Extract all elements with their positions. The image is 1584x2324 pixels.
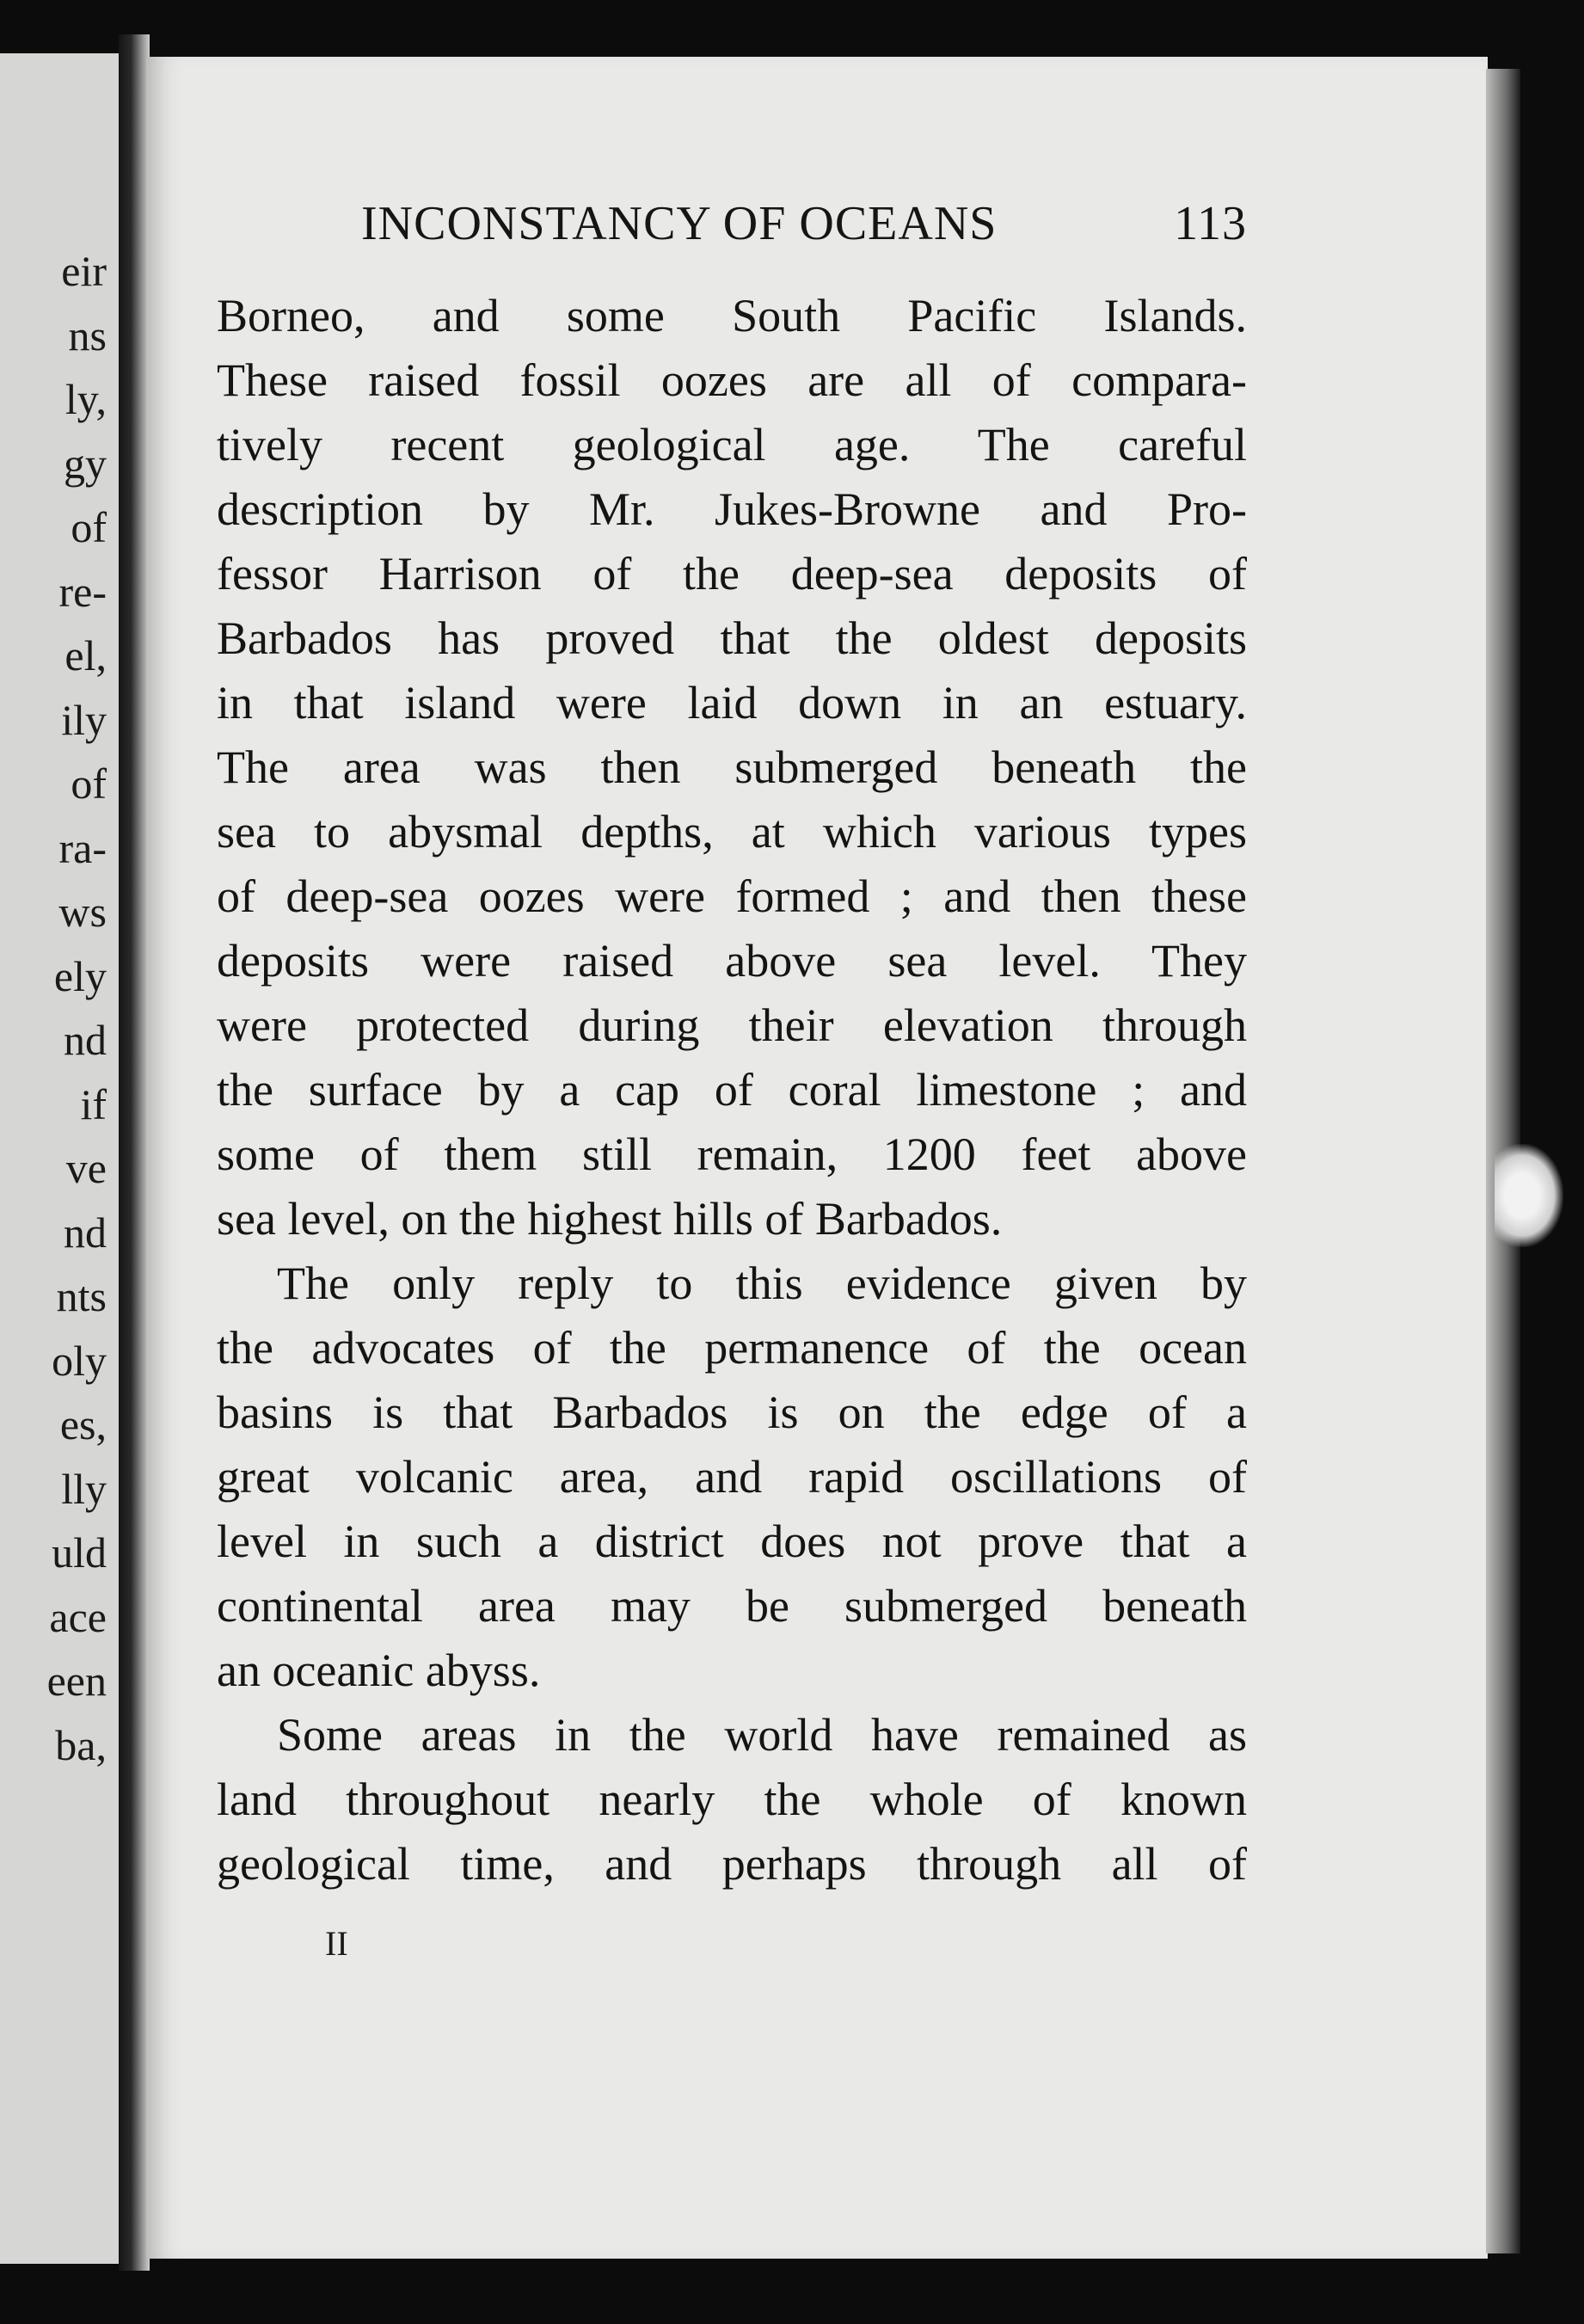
text-line: some of them still remain, 1200 feet above (217, 1128, 1247, 1180)
book-gutter (119, 34, 150, 2271)
facing-page-line-fragment: of (71, 759, 107, 808)
facing-page-line-fragment: uld (52, 1528, 107, 1577)
text-line: The area was then submerged beneath the (217, 741, 1247, 793)
facing-page-line-fragment: ws (58, 888, 107, 936)
facing-page-line-fragment: ace (49, 1592, 107, 1641)
facing-page-line-fragment: nd (64, 1016, 107, 1064)
running-title: INCONSTANCY OF OCEANS (361, 197, 998, 250)
text-line: Borneo, and some South Pacific Islands. (217, 290, 1247, 341)
facing-page-line-fragment: ve (65, 1144, 107, 1192)
facing-page-line-fragment: oly (52, 1336, 107, 1385)
facing-page-line-fragment: gy (64, 439, 107, 488)
facing-page-line-fragment: es, (59, 1400, 107, 1448)
text-line: the advocates of the permanence of the ocean (217, 1322, 1247, 1374)
text-line: fessor Harrison of the deep-sea deposits of (217, 548, 1247, 599)
text-line: continental area may be submerged beneath (217, 1580, 1247, 1632)
text-line: deposits were raised above sea level. They (217, 935, 1247, 987)
facing-page-line-fragment: of (71, 503, 107, 551)
facing-page-line-fragment: re- (58, 567, 107, 616)
paragraph (217, 1703, 1247, 1897)
text-line: Barbados has proved that the oldest deposits (217, 612, 1247, 664)
text-line: description by Mr. Jukes-Browne and Pro- (217, 483, 1247, 535)
text-line: in that island were laid down in an estuary. (217, 677, 1247, 729)
body-text (217, 284, 1247, 1897)
facing-page-line-fragment: ra- (58, 823, 107, 872)
text-line: tively recent geological age. The careful (217, 419, 1247, 470)
facing-page-line-fragment: ly, (64, 375, 107, 423)
text-line: These raised fossil oozes are all of compara- (217, 354, 1247, 406)
facing-page-fragment (0, 53, 119, 2264)
text-line: of deep-sea oozes were formed ; and then these (217, 870, 1247, 922)
paragraph (217, 1251, 1247, 1703)
text-line: were protected during their elevation through (217, 999, 1247, 1051)
text-line: The only reply to this evidence given by (277, 1257, 1247, 1309)
facing-page-line-fragment: een (46, 1657, 107, 1705)
facing-page-line-fragment: el, (64, 631, 107, 679)
facing-page-line-fragment: if (80, 1079, 107, 1128)
signature-mark: II (325, 1924, 348, 1963)
facing-page-line-fragment: nts (56, 1272, 107, 1320)
facing-page-line-fragment: lly (61, 1464, 107, 1513)
facing-page-line-fragment: nd (64, 1208, 107, 1257)
text-line: an oceanic abyss. (217, 1645, 541, 1696)
text-line: sea to abysmal depths, at which various types (217, 806, 1247, 858)
text-line: the surface by a cap of coral limestone ; and (217, 1064, 1247, 1116)
text-line: sea level, on the highest hills of Barbados. (217, 1193, 1003, 1245)
text-line: basins is that Barbados is on the edge of a (217, 1386, 1247, 1438)
facing-page-line-fragment: ns (68, 310, 107, 360)
text-line: great volcanic area, and rapid oscillations of (217, 1451, 1247, 1503)
text-line: Some areas in the world have remained as (277, 1709, 1247, 1761)
text-line: geological time, and perhaps through all of (217, 1838, 1247, 1890)
page-number: 113 (1174, 197, 1247, 250)
scan-damage-spot (1495, 1144, 1563, 1247)
facing-page-line-fragment: ba, (55, 1720, 107, 1769)
text-line: level in such a district does not prove that a (217, 1516, 1247, 1567)
running-header (361, 196, 1247, 256)
facing-page-line-fragment: ely (53, 951, 107, 1000)
paragraph (217, 284, 1247, 1251)
facing-page-line-fragment: eir (61, 247, 107, 295)
text-line: land throughout nearly the whole of known (217, 1774, 1247, 1825)
facing-page-line-fragment: ily (61, 695, 107, 744)
